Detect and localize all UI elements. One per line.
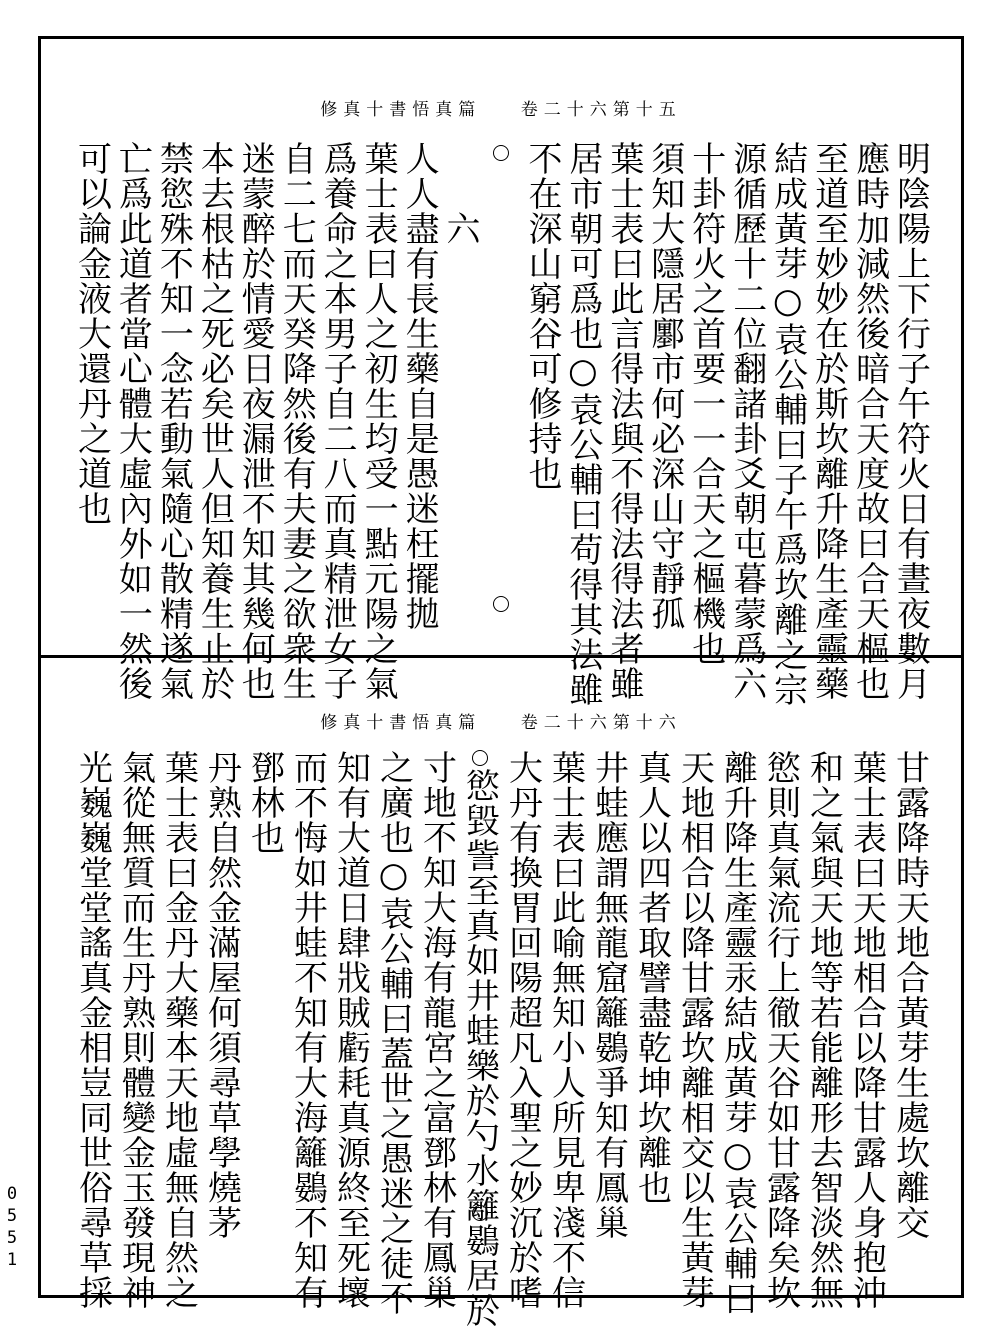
- column-text: 和之氣與天地等若能離形去智淡然無: [803, 750, 844, 1310]
- column-text: 丹熟自然金滿屋何須尋草學燒茅: [201, 750, 242, 1240]
- column-text: 葉士表曰此喻無知小人所見卑淺不信: [545, 750, 586, 1310]
- column-text: 慾毀訾至真如井蛙樂於勺水籬鷃居於: [459, 768, 500, 1328]
- column-text: 天地相合以降甘露坎離相交以生黃芽: [674, 750, 715, 1310]
- column-text: 大丹有換胃回陽超凡入聖之妙沉於嗜: [502, 750, 543, 1310]
- column-text: 須知大隱居鄽市何必深山守靜孤: [644, 141, 685, 631]
- text-column: [521, 141, 562, 651]
- text-column: [562, 141, 603, 707]
- column-text: 葉士表曰天地相合以降甘露人身抱沖: [846, 750, 887, 1310]
- text-column: [603, 141, 644, 701]
- column-text: 結成黃芽○袁公輔曰子午爲坎離之宗: [767, 141, 808, 707]
- text-column: [372, 750, 415, 1316]
- column-text: 而不悔如井蛙不知有大海籬鷃不知有: [287, 750, 328, 1310]
- text-column: [890, 141, 931, 701]
- column-text: 知有大道日肆戕賊虧耗真源終至死壞: [330, 750, 371, 1310]
- column-text: 不在深山窮谷可修持也: [521, 141, 562, 491]
- text-column: [458, 750, 501, 1328]
- text-column: [849, 141, 890, 701]
- text-column: [759, 750, 802, 1310]
- text-column: [286, 750, 329, 1310]
- column-text: 自二七而天癸降然後有夫妻之欲衆生: [276, 141, 317, 701]
- section-number: 六: [440, 211, 481, 246]
- circle-marker-icon: [493, 596, 509, 612]
- column-text: 鄧林也: [244, 750, 285, 855]
- lower-text-columns: [71, 750, 931, 1328]
- upper-header: [41, 95, 961, 120]
- text-column: [685, 141, 726, 666]
- text-column: [888, 750, 931, 1291]
- column-text: 明陰陽上下行子午符火日有晝夜數月: [890, 141, 931, 701]
- text-column: [112, 141, 153, 701]
- text-column: [276, 141, 317, 701]
- column-text: 真人以四者取譬盡乾坤坎離也: [631, 750, 672, 1205]
- column-text: 可以論金液大還丹之道也: [71, 141, 112, 526]
- section-number-column: [440, 141, 481, 651]
- lower-page: [41, 658, 961, 1328]
- column-text: 爲養命之本男子自二八而真精泄女子: [317, 141, 358, 701]
- text-column: [329, 750, 372, 1310]
- text-column: [194, 141, 235, 701]
- column-text: 光巍巍堂堂謠真金相豈同世俗尋草採: [72, 750, 113, 1310]
- text-column: [644, 141, 685, 651]
- column-text: 氣從無質而生丹熟則體變金玉發現神: [115, 750, 156, 1310]
- text-column: [243, 750, 286, 1291]
- column-text: 禁慾殊不知一念若動氣隨心散精遂氣: [153, 141, 194, 701]
- column-text: 葉士表曰此言得法與不得法得法者雖: [603, 141, 644, 701]
- column-text: 井蛙應謂無龍窟籬鷃爭知有鳳巢: [588, 750, 629, 1240]
- text-column: [802, 750, 845, 1310]
- text-column: [544, 750, 587, 1310]
- lower-header-volume: 卷二十六第十六: [520, 713, 682, 733]
- circle-marker-icon: [493, 145, 509, 161]
- lower-header-title: 修真十書悟真篇: [320, 713, 482, 733]
- upper-header-title: 修真十書悟真篇: [320, 100, 482, 120]
- text-column: [71, 750, 114, 1310]
- column-text: 迷蒙醉於情愛日夜漏泄不知其幾何也: [235, 141, 276, 701]
- column-text: 葉士表曰人之初生均受一點元陽之氣: [358, 141, 399, 701]
- column-text: 甘露降時天地合黃芽生處坎離交: [889, 750, 930, 1240]
- text-column: [415, 750, 458, 1310]
- column-text: 居市朝可爲也○袁公輔曰苟得其法雖: [562, 141, 603, 707]
- circle-marker-icon: [472, 750, 488, 766]
- column-text: 源循歷十二位翻諸卦爻朝屯暮蒙爲六: [726, 141, 767, 701]
- text-column: [399, 141, 440, 651]
- text-column: [200, 750, 243, 1291]
- upper-page: [41, 39, 961, 707]
- text-column: [157, 750, 200, 1310]
- column-text: 離升降生產靈汞結成黃芽○袁公輔曰: [717, 750, 758, 1316]
- column-text: 慾則真氣流行上徹天谷如甘露降矣坎: [760, 750, 801, 1310]
- column-text: 至道至妙妙在於斯坎離升降生產靈藥: [808, 141, 849, 701]
- page-number: 0551: [2, 1184, 22, 1272]
- upper-header-volume: 卷二十六第十五: [520, 100, 682, 120]
- column-text: 寸地不知大海有龍宮之富鄧林有鳳巢: [416, 750, 457, 1310]
- text-column: [153, 141, 194, 701]
- text-column: [71, 141, 112, 651]
- text-column: [317, 141, 358, 701]
- column-text: 之廣也○袁公輔曰蓋世之愚迷之徒不: [373, 750, 414, 1316]
- text-column: [358, 141, 399, 701]
- text-column: [716, 750, 759, 1316]
- text-column: [673, 750, 716, 1310]
- column-text: 十卦符火之首要一一合天之樞機也: [685, 141, 726, 666]
- column-text: 應時加減然後暗合天度故曰合天樞也: [849, 141, 890, 701]
- upper-text-columns: [71, 141, 931, 707]
- column-text: 人人盡有長生藥自是愚迷枉擺拋: [399, 141, 440, 631]
- text-column: [587, 750, 630, 1291]
- text-column: [114, 750, 157, 1310]
- text-column: [808, 141, 849, 701]
- circle-marker-icon: [472, 1205, 488, 1221]
- text-column: [501, 750, 544, 1310]
- column-text: 葉士表曰金丹大藥本天地虛無自然之: [158, 750, 199, 1310]
- column-text: 亡爲此道者當心體大虛內外如一然後: [112, 141, 153, 701]
- marker-column: [481, 141, 522, 651]
- text-column: [767, 141, 808, 707]
- text-column: [726, 141, 767, 701]
- text-column: [845, 750, 888, 1310]
- lower-header: [41, 708, 961, 733]
- column-text: 本去根枯之死必矣世人但知養生止於: [194, 141, 235, 701]
- text-column: [630, 750, 673, 1291]
- text-column: [235, 141, 276, 701]
